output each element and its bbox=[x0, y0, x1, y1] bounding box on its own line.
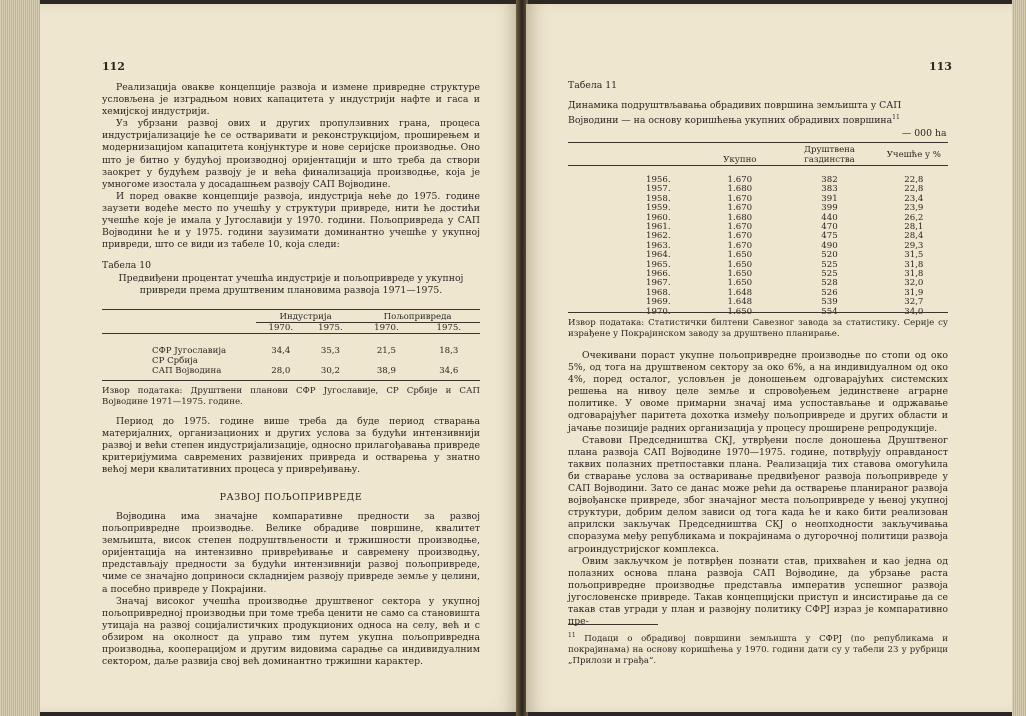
cell-share: 31,9 bbox=[904, 287, 924, 298]
cell-total: 1.648 bbox=[727, 287, 753, 298]
cell-year: 1962. bbox=[646, 231, 671, 242]
cell-total: 1.670 bbox=[727, 203, 753, 214]
column-header: Учешће у % bbox=[886, 150, 941, 160]
cell-share: 28,1 bbox=[904, 222, 924, 233]
table-row bbox=[568, 242, 948, 251]
cell-share: 22,8 bbox=[904, 175, 924, 185]
paragraph: Војводина има значајне компаративне предности за развој пољопривредне производње. Велике обрадиве површине, квалитет земљишта, висок степен подруштвљености и тржишности производње, оријентација на интензивно привређивање и савремену производњу, представљају предности за будући интензивнији развој пољопривреде, чиме се значајно доприноси складнијем развоју привреде земље у целини, а посебно привреде у Покрајини. bbox=[102, 511, 480, 595]
cell-share: 23,9 bbox=[904, 203, 924, 214]
paragraph: Значај високог учешћа производње друштвеног сектора у укупној пољопривредној производњи при томе треба ценити не само са становишта утицаја на развој социјалистичких продукционих односа на селу, већ и с обзиром на околност да управо тим путем укупна пољопривредна производња, кооперацијом и другим видовима сарадње са индивидуалним сектором, даље развија свој већ доминантно тржишни карактер. bbox=[102, 595, 480, 668]
cell-total: 1.650 bbox=[727, 259, 753, 270]
cell-year: 1960. bbox=[646, 212, 671, 223]
footnote-rule bbox=[568, 624, 658, 625]
group-header: Пољопривреда bbox=[355, 312, 480, 323]
cell-total: 1.650 bbox=[727, 278, 753, 289]
cell-social: 526 bbox=[821, 287, 838, 298]
paragraph: Очекивани пораст укупне пољопривредне производње по стопи од око 5%, од тога на друштвеном сектору за око 6%, а на индивидуалном од око 4%, поред осталог, условљен је доношењем одговарајућих системских решења на нивоу целе земље и спровођењем јединствене аграрне политике. У овоме примарни значај има успостављање и одржавање одговарајућег паритета дохотка између пољопривреде и других области и јачање позиције радних организација у процесу проширене репродукције. bbox=[568, 350, 948, 434]
cell-social: 525 bbox=[821, 269, 838, 280]
year-header: 1970. bbox=[268, 323, 294, 333]
table-title: Динамика подруштвљавања обрадивих површина земљишта у САП Војводини — на основу коришћења укупних обрадивих површина$^{11}$ bbox=[568, 100, 902, 127]
cell-total: 1.670 bbox=[727, 240, 753, 251]
cell-social: 490 bbox=[821, 240, 838, 251]
cell-social: 528 bbox=[821, 278, 838, 289]
table-row bbox=[568, 270, 948, 279]
cell-total: 1.648 bbox=[727, 297, 753, 308]
cell-share: 23,4 bbox=[904, 193, 924, 204]
cell-social: 383 bbox=[821, 184, 838, 195]
cell-year: 1964. bbox=[646, 250, 671, 261]
cell-year: 1966. bbox=[646, 269, 671, 280]
paragraph: И поред овакве концепције развоја, индустрија неће до 1975. године заузети водеће место по учешћу у структури привреде, нити ће достићи учешће које је имала у Југославији у 1970. години. Пољопривреда у САП Војводини ће и у 1975. години заузимати доминантно учешће у укупној привреди, што се види из табеле 10, која следи: bbox=[102, 190, 480, 251]
cell-total: 1.650 bbox=[727, 250, 753, 261]
page-edges-left bbox=[0, 0, 40, 716]
cell: 21,5 bbox=[376, 346, 396, 356]
paragraph: Овим закључком је потврђен познати став, прихваћен и као једна од полазних основа плана развоја САП Војводине, да убрзање раста пољопривредне производње представља императив успешног развоја југословенске привреде. Такав концепцијски приступ и инсистирање да се такав став угради у план и развојну политику СФРЈ израз је компаративно пре- bbox=[568, 555, 948, 628]
cell: 35,3 bbox=[320, 346, 340, 356]
cell-social: 475 bbox=[821, 231, 838, 242]
table-row bbox=[568, 204, 948, 213]
table-label: Табела 10 bbox=[102, 260, 152, 271]
table-row bbox=[568, 298, 948, 307]
paragraph: Реализација овакве концепције развоја и измене привредне структуре условљена је изградњом нових капацитета у индустрији нафте и гаса и хемијској индустрији. bbox=[102, 82, 480, 118]
cell-total: 1.650 bbox=[727, 269, 753, 280]
year-header: 1975. bbox=[436, 323, 462, 333]
table-row bbox=[568, 279, 948, 288]
body-text bbox=[568, 350, 948, 628]
cell-total: 1.680 bbox=[727, 184, 753, 195]
cell-share: 26,2 bbox=[904, 212, 924, 223]
paragraph: Ставови Председништва СКЈ, утврђени после доношења Друштвеног плана развоја САП Војводине 1970—1975. године, потврђују оправданост таквих полазних претпоставки плана. Реализација тих ставова омогућила би стварање услова за остваривање предвиђеног развоја пољопривреде у САП Војводини. Зато се данас може рећи да остварење планираног развоја војвођанске привреде, због значајног места пољопривреде у њеној укупној структури, добрим делом зависи од тога када ће и како бити реализован априлски закључак Председништва СКЈ о неопходности закључивања споразума међу републикама и покрајинама о дугорочној политици развоја агроиндустријског комплекса. bbox=[568, 434, 948, 555]
cell: 28,0 bbox=[271, 366, 291, 376]
table-row bbox=[568, 251, 948, 260]
table-rule bbox=[568, 142, 948, 143]
cell-social: 554 bbox=[821, 306, 838, 317]
row-name: СФР Југославија bbox=[152, 346, 227, 356]
cell-total: 1.670 bbox=[727, 193, 753, 204]
group-header: Индустрија bbox=[256, 312, 355, 323]
cell-share: 34,0 bbox=[904, 306, 924, 317]
cell-year: 1970. bbox=[646, 306, 671, 317]
cell-share: 22,8 bbox=[904, 184, 924, 195]
cell: 34,6 bbox=[439, 366, 459, 376]
table-unit: — 000 ha bbox=[902, 128, 947, 139]
row-name: СР Србија bbox=[152, 356, 198, 366]
table-row bbox=[102, 346, 480, 356]
cell-social: 470 bbox=[821, 222, 838, 233]
table-row bbox=[568, 195, 948, 204]
year-header: 1970. bbox=[374, 323, 399, 333]
cell-year: 1957. bbox=[646, 184, 671, 195]
paragraph: Период до 1975. године више треба да буде период стварања материјалних, организационих и других услова за будући интензивнији развој и већи степен индустријализације, односно прилагођавања привреде критеријумима савремених развијених привреда и остварења у знатно већој мери квалитативних процеса у привређивању. bbox=[102, 416, 480, 476]
section-heading: РАЗВОЈ ПОЉОПРИВРЕДЕ bbox=[219, 492, 363, 503]
cell-share: 32,0 bbox=[904, 278, 924, 289]
footnote-mark: 11 bbox=[892, 114, 900, 121]
cell-total: 1.650 bbox=[727, 306, 753, 317]
column-header: Друштвена газдинства bbox=[803, 145, 856, 165]
cell-share: 29,3 bbox=[904, 240, 924, 251]
paragraph: Уз убрзани развој ових и других пропулзивних грана, процеса индустријализације ће се остваривати и реконструкцијом, проширењем и модернизацијом капацитета конјунктуре и нове серијске производње. Оно што је битно у будућој производној оријентацији и што треба да створи заокрет у будућем развоју је и већа финализација производње, која је умногоме изостала у досадашњем развоју САП Војводине. bbox=[102, 118, 480, 190]
table-row bbox=[568, 185, 948, 194]
footnote: $^{11}$ Подаци о обрадивој површини земљишта у СФРЈ (по републикама и покрајинама) на основу коришћења у 1970. години дати су у табели 23 у рубрици „Прилози и грађа“. bbox=[568, 632, 948, 666]
cell-social: 391 bbox=[821, 193, 838, 204]
cell-total: 1.670 bbox=[727, 222, 753, 233]
table-row bbox=[568, 176, 948, 185]
cell: 30,2 bbox=[320, 366, 340, 376]
cell-year: 1958. bbox=[646, 193, 671, 204]
cell: 38,9 bbox=[376, 366, 396, 376]
column-header: Укупно bbox=[723, 155, 757, 165]
table-11 bbox=[568, 145, 948, 317]
cell-year: 1956. bbox=[646, 175, 671, 185]
cell: 18,3 bbox=[439, 346, 459, 356]
body-text-bottom bbox=[102, 511, 480, 668]
cell-social: 525 bbox=[821, 259, 838, 270]
table-source: Извор података: Друштвени планови СФР Југославије, СР Србије и САП Војводине 1971—1975. године. bbox=[102, 386, 480, 407]
table-rule bbox=[102, 380, 480, 381]
cell-total: 1.670 bbox=[727, 175, 753, 185]
table-rule bbox=[102, 309, 480, 310]
table-title: Предвиђени процентат учешћа индустрије и пољопривреде у укупној привреди према друштвеним плановима развоја 1971—1975. bbox=[118, 273, 464, 296]
cell-year: 1961. bbox=[646, 222, 671, 233]
cell-year: 1969. bbox=[646, 297, 671, 308]
table-row bbox=[102, 366, 480, 376]
page-number: 112 bbox=[102, 60, 125, 73]
table-row bbox=[568, 289, 948, 298]
page-edges-right bbox=[1012, 0, 1026, 716]
table-row bbox=[568, 261, 948, 270]
cell-total: 1.680 bbox=[727, 212, 753, 223]
cell-share: 31,5 bbox=[904, 250, 924, 261]
cell-year: 1965. bbox=[646, 259, 671, 270]
cell-share: 31,8 bbox=[904, 259, 924, 270]
cell-social: 399 bbox=[821, 203, 838, 214]
body-text-top bbox=[102, 82, 480, 251]
cell-share: 31,8 bbox=[904, 269, 924, 280]
table-row bbox=[568, 223, 948, 232]
right-page bbox=[526, 4, 1012, 712]
table-source: Извор података: Статистички билтени Савезног завода за статистику. Серије су израђене у Покрајинском заводу за друштвено планирање. bbox=[568, 318, 948, 339]
cell-social: 520 bbox=[821, 250, 838, 261]
page-number: 113 bbox=[929, 60, 952, 73]
table-rule bbox=[568, 312, 948, 313]
left-page bbox=[40, 4, 518, 712]
cell-year: 1967. bbox=[646, 278, 671, 289]
cell-social: 539 bbox=[821, 297, 838, 308]
cell-year: 1963. bbox=[646, 240, 671, 251]
cell-share: 28,4 bbox=[904, 231, 924, 242]
row-name: САП Војводина bbox=[152, 366, 222, 376]
year-header: 1975. bbox=[318, 323, 343, 333]
table-row bbox=[568, 232, 948, 241]
table-label: Табела 11 bbox=[568, 80, 618, 91]
table-body bbox=[568, 176, 948, 317]
cell-social: 440 bbox=[821, 212, 838, 223]
table-row bbox=[102, 356, 480, 366]
cell-year: 1968. bbox=[646, 287, 671, 298]
body-text-mid bbox=[102, 416, 480, 476]
table-10 bbox=[102, 312, 480, 376]
cell-social: 382 bbox=[821, 175, 838, 185]
cell: 34,4 bbox=[271, 346, 291, 356]
table-row bbox=[568, 214, 948, 223]
cell-year: 1959. bbox=[646, 203, 671, 214]
cell-total: 1.670 bbox=[727, 231, 753, 242]
cell-share: 32,7 bbox=[904, 297, 924, 308]
